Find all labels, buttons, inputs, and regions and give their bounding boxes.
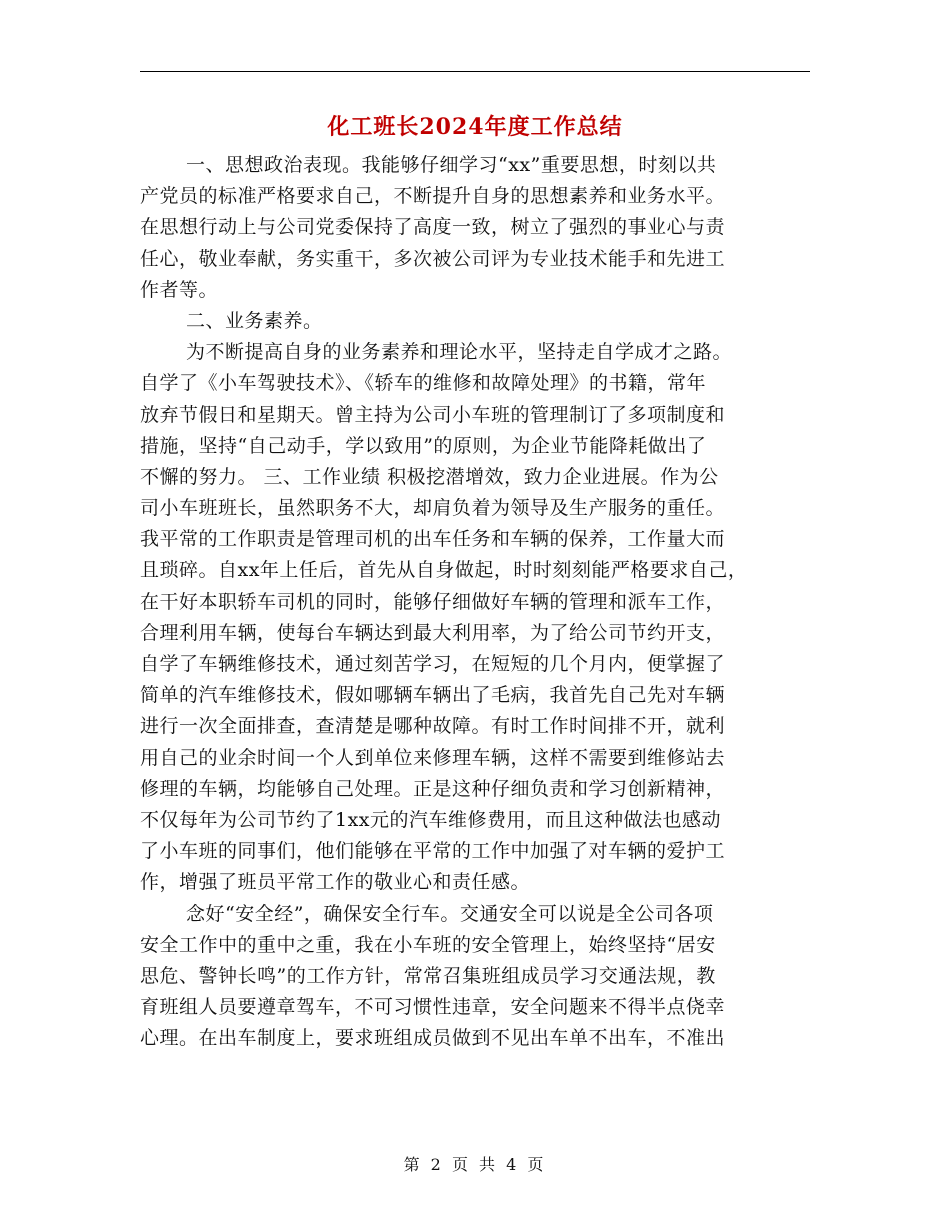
- text-line: 自学了车辆维修技术，通过刻苦学习，在短短的几个月内，便掌握了: [140, 653, 726, 675]
- text-line: 产党员的标准严格要求自己，不断提升自身的思想素养和业务水平。: [140, 185, 726, 208]
- text-line: 育班组人员要遵章驾车，不可习惯性违章，安全问题来不得半点侥幸: [140, 996, 726, 1019]
- text-line: 进行一次全面排查，查清楚是哪种故障。有时工作时间排不开，就利: [140, 715, 726, 738]
- text-line: 任心，敬业奉献，务实重干，多次被公司评为专业技术能手和先进工: [140, 247, 726, 270]
- text-line: 且琐碎。自xx年上任后，首先从自身做起，时时刻刻能严格要求自己，: [140, 559, 748, 582]
- text-line: 司小车班班长，虽然职务不大，却肩负着为领导及生产服务的重任。: [140, 497, 726, 520]
- text-line: 合理利用车辆，使每台车辆达到最大利用率，为了给公司节约开支，: [140, 621, 726, 644]
- text-line: 用自己的业余时间一个人到单位来修理车辆，这样不需要到维修站去: [140, 746, 726, 769]
- text-line: 为不断提高自身的业务素养和理论水平，坚持走自学成才之路。: [186, 341, 733, 364]
- text-line: 了小车班的同事们，他们能够在平常的工作中加强了对车辆的爱护工: [140, 840, 726, 863]
- text-line: 二、业务素养。: [186, 309, 323, 332]
- text-line: 自学了《小车驾驶技术》、《轿车的维修和故障处理》的书籍，常年: [140, 372, 707, 395]
- text-line: 安全工作中的重中之重，我在小车班的安全管理上，始终坚持“居安: [140, 933, 716, 956]
- text-line: 不仅每年为公司节约了1xx元的汽车维修费用，而且这种做法也感动: [140, 808, 722, 831]
- text-line: 我平常的工作职责是管理司机的出车任务和车辆的保养，工作量大而: [140, 528, 726, 551]
- page-number: 第 2 页 共 4 页: [403, 1155, 547, 1174]
- text-line: 修理的车辆，均能够自己处理。正是这种仔细负责和学习创新精神，: [140, 777, 726, 800]
- text-line: 简单的汽车维修技术，假如哪辆车辆出了毛病，我首先自己先对车辆: [140, 684, 726, 707]
- text-line: 心理。在出车制度上，要求班组成员做到不见出车单不出车，不准出: [140, 1027, 726, 1050]
- text-line: 念好“安全经”，确保安全行车。交通安全可以说是全公司各项: [186, 902, 714, 925]
- text-line: 措施，坚持“自己动手，学以致用”的原则，为企业节能降耗做出了: [140, 434, 707, 457]
- document-title: 化工班长2024年度工作总结: [327, 114, 623, 140]
- document-body: [140, 150, 810, 1054]
- header-rule: [140, 71, 810, 72]
- text-line: 不懈的努力。 三、工作业绩 积极挖潜增效，致力企业进展。作为公: [140, 465, 719, 488]
- text-line: 在干好本职轿车司机的同时，能够仔细做好车辆的管理和派车工作，: [140, 590, 726, 613]
- text-line: 思危、警钟长鸣”的工作方针，常常召集班组成员学习交通法规，教: [140, 964, 716, 987]
- text-line: 放弃节假日和星期天。曾主持为公司小车班的管理制订了多项制度和: [140, 403, 726, 426]
- text-line: 在思想行动上与公司党委保持了高度一致，树立了强烈的事业心与责: [140, 216, 726, 239]
- text-line: 一、思想政治表现。我能够仔细学习“xx”重要思想，时刻以共: [186, 154, 717, 176]
- text-line: 作，增强了班员平常工作的敬业心和责任感。: [140, 871, 531, 894]
- text-line: 作者等。: [140, 278, 219, 301]
